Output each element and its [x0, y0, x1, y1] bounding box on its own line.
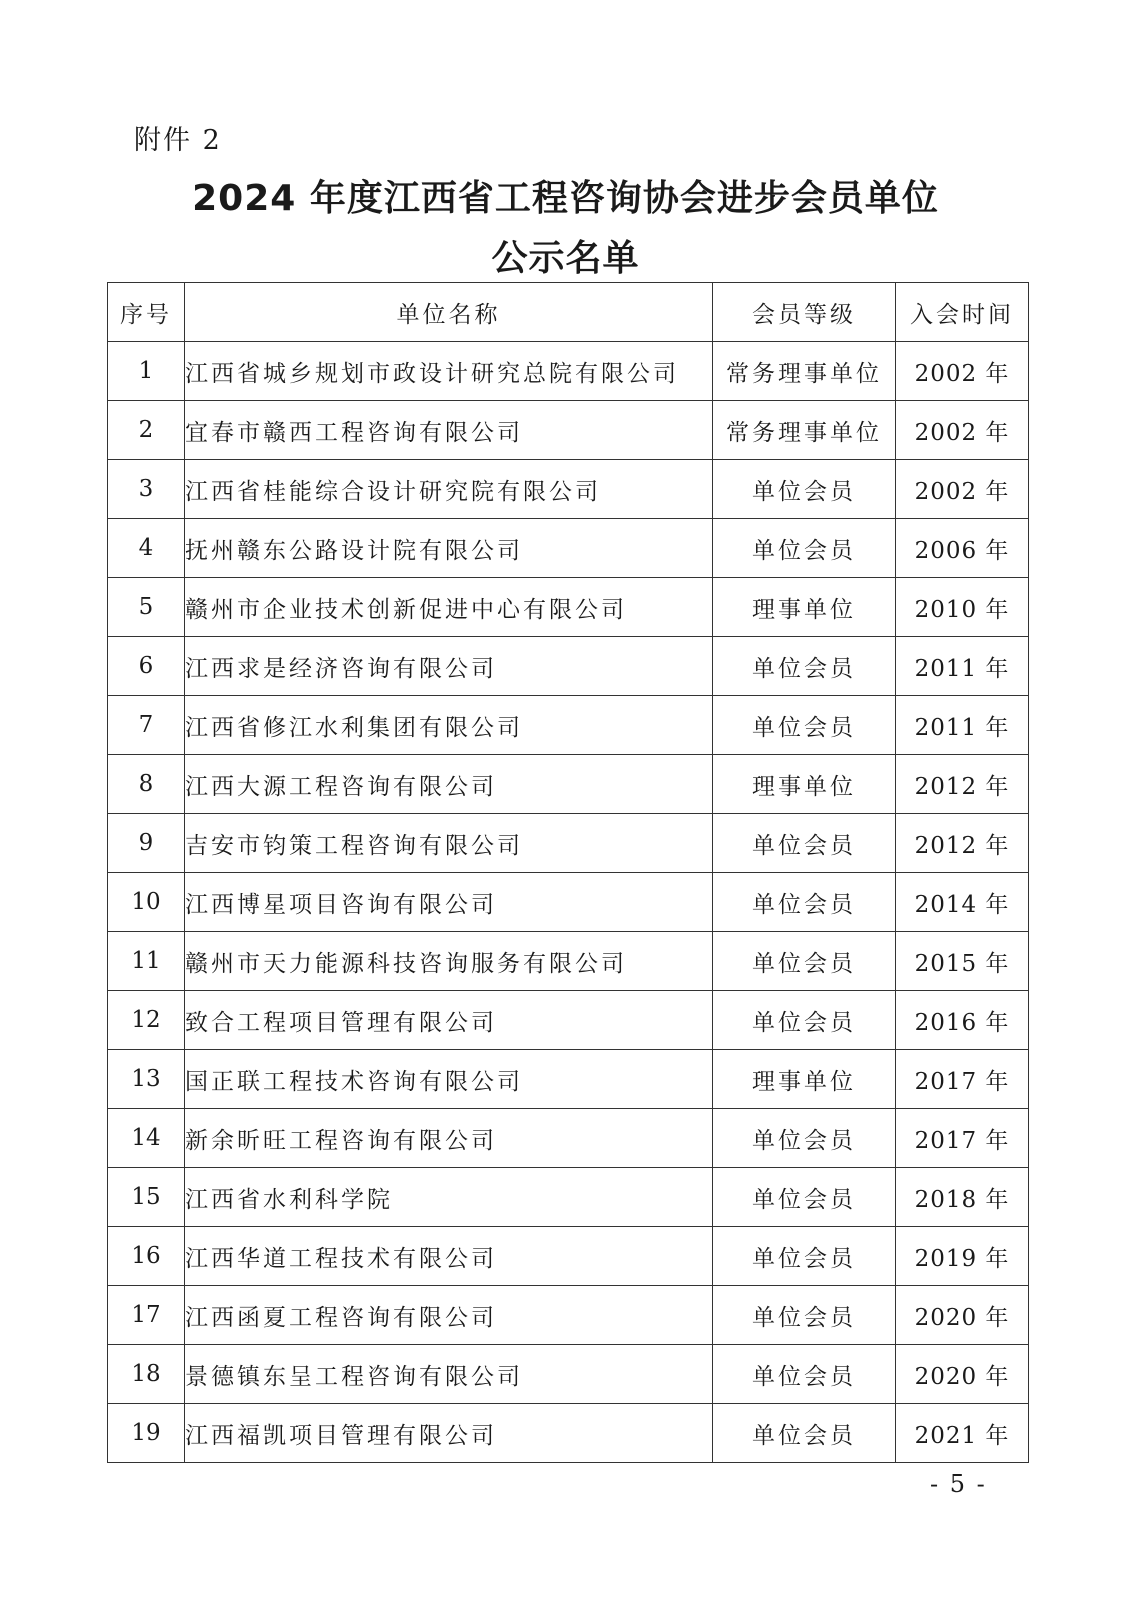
- member-roster-table: [107, 282, 1029, 1463]
- row-number: 19: [108, 1404, 185, 1463]
- member-level: 单位会员: [713, 1286, 896, 1345]
- unit-name: 赣州市企业技术创新促进中心有限公司: [185, 578, 713, 637]
- join-year: 2018 年: [896, 1168, 1029, 1227]
- member-level: 理事单位: [713, 578, 896, 637]
- table-row: [108, 460, 1029, 519]
- table-row: [108, 1050, 1029, 1109]
- document-subtitle: 公示名单: [491, 238, 640, 279]
- join-year: 2012 年: [896, 814, 1029, 873]
- unit-name: 江西省城乡规划市政设计研究总院有限公司: [185, 342, 713, 401]
- page-number: - 5 -: [930, 1470, 987, 1498]
- join-year: 2011 年: [896, 637, 1029, 696]
- member-level: 单位会员: [713, 814, 896, 873]
- table-row: [108, 1168, 1029, 1227]
- unit-name: 景德镇东呈工程咨询有限公司: [185, 1345, 713, 1404]
- row-number: 17: [108, 1286, 185, 1345]
- table-body: [108, 342, 1029, 1463]
- member-level: 单位会员: [713, 460, 896, 519]
- attachment-label: 附件 2: [134, 125, 222, 156]
- join-year: 2010 年: [896, 578, 1029, 637]
- unit-name: 抚州赣东公路设计院有限公司: [185, 519, 713, 578]
- row-number: 9: [108, 814, 185, 873]
- row-number: 8: [108, 755, 185, 814]
- table-row: [108, 578, 1029, 637]
- row-number: 11: [108, 932, 185, 991]
- row-number: 1: [108, 342, 185, 401]
- join-year: 2019 年: [896, 1227, 1029, 1286]
- row-number: 5: [108, 578, 185, 637]
- table-row: [108, 696, 1029, 755]
- member-level: 常务理事单位: [713, 401, 896, 460]
- table-row: [108, 755, 1029, 814]
- row-number: 10: [108, 873, 185, 932]
- row-number: 13: [108, 1050, 185, 1109]
- row-number: 14: [108, 1109, 185, 1168]
- member-level: 单位会员: [713, 932, 896, 991]
- header-year: 入会时间: [896, 283, 1029, 342]
- join-year: 2020 年: [896, 1286, 1029, 1345]
- unit-name: 赣州市天力能源科技咨询服务有限公司: [185, 932, 713, 991]
- row-number: 12: [108, 991, 185, 1050]
- table-row: [108, 932, 1029, 991]
- unit-name: 江西省修江水利集团有限公司: [185, 696, 713, 755]
- unit-name: 致合工程项目管理有限公司: [185, 991, 713, 1050]
- row-number: 7: [108, 696, 185, 755]
- unit-name: 宜春市赣西工程咨询有限公司: [185, 401, 713, 460]
- member-level: 理事单位: [713, 1050, 896, 1109]
- join-year: 2002 年: [896, 460, 1029, 519]
- join-year: 2020 年: [896, 1345, 1029, 1404]
- join-year: 2002 年: [896, 401, 1029, 460]
- table-header-row: [108, 283, 1029, 342]
- member-level: 单位会员: [713, 1109, 896, 1168]
- row-number: 6: [108, 637, 185, 696]
- unit-name: 江西华道工程技术有限公司: [185, 1227, 713, 1286]
- unit-name: 江西福凯项目管理有限公司: [185, 1404, 713, 1463]
- row-number: 15: [108, 1168, 185, 1227]
- unit-name: 江西省桂能综合设计研究院有限公司: [185, 460, 713, 519]
- table-row: [108, 1286, 1029, 1345]
- member-level: 常务理事单位: [713, 342, 896, 401]
- member-level: 单位会员: [713, 1168, 896, 1227]
- join-year: 2017 年: [896, 1050, 1029, 1109]
- join-year: 2014 年: [896, 873, 1029, 932]
- member-level: 单位会员: [713, 1227, 896, 1286]
- table-row: [108, 401, 1029, 460]
- member-level: 单位会员: [713, 873, 896, 932]
- unit-name: 江西大源工程咨询有限公司: [185, 755, 713, 814]
- table-row: [108, 1404, 1029, 1463]
- table-row: [108, 519, 1029, 578]
- document-title: 2024 年度江西省工程咨询协会进步会员单位: [192, 178, 939, 219]
- table-row: [108, 1109, 1029, 1168]
- header-name: 单位名称: [185, 283, 713, 342]
- row-number: 2: [108, 401, 185, 460]
- table-row: [108, 1227, 1029, 1286]
- join-year: 2002 年: [896, 342, 1029, 401]
- member-level: 理事单位: [713, 755, 896, 814]
- member-level: 单位会员: [713, 1345, 896, 1404]
- table-row: [108, 1345, 1029, 1404]
- join-year: 2016 年: [896, 991, 1029, 1050]
- row-number: 18: [108, 1345, 185, 1404]
- unit-name: 新余昕旺工程咨询有限公司: [185, 1109, 713, 1168]
- unit-name: 江西函夏工程咨询有限公司: [185, 1286, 713, 1345]
- unit-name: 江西求是经济咨询有限公司: [185, 637, 713, 696]
- unit-name: 国正联工程技术咨询有限公司: [185, 1050, 713, 1109]
- row-number: 3: [108, 460, 185, 519]
- member-level: 单位会员: [713, 519, 896, 578]
- table-row: [108, 873, 1029, 932]
- member-level: 单位会员: [713, 991, 896, 1050]
- table-row: [108, 814, 1029, 873]
- join-year: 2012 年: [896, 755, 1029, 814]
- table-row: [108, 991, 1029, 1050]
- header-level: 会员等级: [713, 283, 896, 342]
- unit-name: 江西省水利科学院: [185, 1168, 713, 1227]
- join-year: 2017 年: [896, 1109, 1029, 1168]
- row-number: 4: [108, 519, 185, 578]
- join-year: 2011 年: [896, 696, 1029, 755]
- unit-name: 江西博星项目咨询有限公司: [185, 873, 713, 932]
- member-level: 单位会员: [713, 1404, 896, 1463]
- header-no: 序号: [108, 283, 185, 342]
- join-year: 2021 年: [896, 1404, 1029, 1463]
- unit-name: 吉安市钧策工程咨询有限公司: [185, 814, 713, 873]
- row-number: 16: [108, 1227, 185, 1286]
- join-year: 2006 年: [896, 519, 1029, 578]
- table-row: [108, 637, 1029, 696]
- join-year: 2015 年: [896, 932, 1029, 991]
- member-level: 单位会员: [713, 696, 896, 755]
- member-level: 单位会员: [713, 637, 896, 696]
- table-row: [108, 342, 1029, 401]
